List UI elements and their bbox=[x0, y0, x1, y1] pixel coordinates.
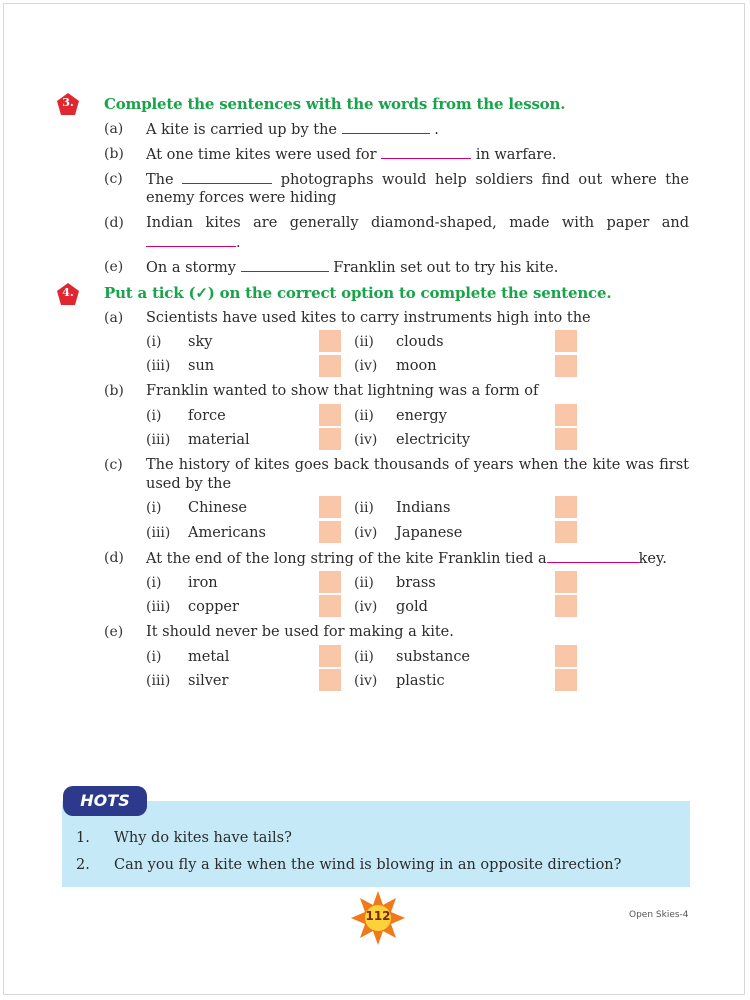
q4-item-e-question: It should never be used for making a kite. bbox=[146, 624, 454, 640]
q3-item-c-line1 bbox=[146, 171, 689, 188]
q4-item-b-label: (b) bbox=[104, 383, 124, 399]
q4-c-opt4-text: Japanese bbox=[396, 525, 463, 541]
question-3-number: 3. bbox=[62, 96, 74, 109]
q3-item-c-text: The bbox=[146, 172, 174, 188]
q4-b-opt2-checkbox[interactable] bbox=[555, 404, 577, 426]
q4-item-d-label: (d) bbox=[104, 550, 124, 566]
q4-b-opt1-num: (i) bbox=[146, 408, 162, 424]
q4-b-opt2-num: (ii) bbox=[354, 408, 374, 424]
q4-c-opt4-num: (iv) bbox=[354, 525, 378, 541]
q4-a-opt4-checkbox[interactable] bbox=[555, 355, 577, 377]
q4-d-opt2-text: brass bbox=[396, 575, 436, 591]
q4-a-opt1-num: (i) bbox=[146, 334, 162, 350]
q4-a-opt2-num: (ii) bbox=[354, 334, 374, 350]
q4-d-opt3-num: (iii) bbox=[146, 599, 171, 615]
q4-d-opt1-num: (i) bbox=[146, 575, 162, 591]
q3-item-c-line2: enemy forces were hiding bbox=[146, 190, 337, 206]
hots-label: HOTS bbox=[63, 786, 147, 816]
q4-e-opt2-num: (ii) bbox=[354, 649, 374, 665]
q4-d-opt4-text: gold bbox=[396, 599, 428, 615]
q3-item-b-end: in warfare. bbox=[475, 147, 557, 163]
q4-item-e-label: (e) bbox=[104, 624, 124, 640]
q3-item-e-blank[interactable] bbox=[241, 259, 329, 272]
q4-b-opt3-num: (iii) bbox=[146, 432, 171, 448]
question-3-badge bbox=[56, 92, 80, 116]
q4-a-opt1-checkbox[interactable] bbox=[319, 330, 341, 352]
q3-item-c-blank[interactable] bbox=[182, 171, 272, 184]
q4-item-a-question: Scientists have used kites to carry instruments high into the bbox=[146, 310, 591, 326]
q3-item-a bbox=[146, 121, 439, 138]
q4-e-opt2-checkbox[interactable] bbox=[555, 645, 577, 667]
q3-item-b bbox=[146, 146, 557, 163]
q3-item-e-label: (e) bbox=[104, 259, 124, 275]
q3-item-d-end: . bbox=[236, 235, 241, 251]
q4-item-d-text: At the end of the long string of the kite Franklin tied a bbox=[146, 551, 547, 567]
q4-d-opt1-checkbox[interactable] bbox=[319, 571, 341, 593]
q3-item-d-label: (d) bbox=[104, 215, 124, 231]
q4-b-opt3-text: material bbox=[188, 432, 250, 448]
hots-q2-text: Can you fly a kite when the wind is blowing in an opposite direction? bbox=[114, 857, 622, 873]
question-4-badge bbox=[56, 282, 80, 306]
hots-q1-num: 1. bbox=[76, 830, 90, 846]
q4-a-opt4-text: moon bbox=[396, 358, 437, 374]
q4-item-c-question-line2: used by the bbox=[146, 476, 232, 492]
q4-c-opt1-text: Chinese bbox=[188, 500, 248, 516]
question-4-number: 4. bbox=[62, 286, 74, 299]
q4-b-opt4-num: (iv) bbox=[354, 432, 378, 448]
q4-b-opt1-checkbox[interactable] bbox=[319, 404, 341, 426]
q3-item-d-blank[interactable] bbox=[146, 234, 236, 247]
page-number: 112 bbox=[365, 909, 391, 923]
hots-q2-num: 2. bbox=[76, 857, 90, 873]
q3-item-d-line2 bbox=[146, 234, 241, 251]
q4-d-opt4-checkbox[interactable] bbox=[555, 595, 577, 617]
q4-item-c-label: (c) bbox=[104, 457, 123, 473]
q4-a-opt4-num: (iv) bbox=[354, 358, 378, 374]
q3-item-a-text: A kite is carried up by the bbox=[146, 122, 338, 138]
q4-b-opt2-text: energy bbox=[396, 408, 447, 424]
q4-e-opt3-checkbox[interactable] bbox=[319, 669, 341, 691]
q3-item-b-text: At one time kites were used for bbox=[146, 147, 377, 163]
q4-item-c-question: The history of kites goes back thousands of years when the kite was first bbox=[146, 457, 689, 473]
q4-e-opt1-text: metal bbox=[188, 649, 230, 665]
q4-e-opt4-num: (iv) bbox=[354, 673, 378, 689]
q3-item-e bbox=[146, 259, 558, 276]
q4-e-opt4-checkbox[interactable] bbox=[555, 669, 577, 691]
q3-item-b-blank[interactable] bbox=[381, 146, 471, 159]
q4-d-opt2-checkbox[interactable] bbox=[555, 571, 577, 593]
q4-c-opt3-checkbox[interactable] bbox=[319, 521, 341, 543]
q3-item-c-rest: photographs would help soldiers find out where the bbox=[280, 172, 690, 188]
q4-a-opt1-text: sky bbox=[188, 334, 213, 350]
q4-e-opt4-text: plastic bbox=[396, 673, 445, 689]
q3-item-e-text: On a stormy bbox=[146, 260, 236, 276]
q3-item-b-label: (b) bbox=[104, 146, 124, 162]
q4-d-opt4-num: (iv) bbox=[354, 599, 378, 615]
q4-c-opt1-num: (i) bbox=[146, 500, 162, 516]
q3-item-a-end: . bbox=[434, 122, 439, 138]
q4-b-opt4-text: electricity bbox=[396, 432, 471, 448]
q4-b-opt3-checkbox[interactable] bbox=[319, 428, 341, 450]
q4-a-opt3-num: (iii) bbox=[146, 358, 171, 374]
q3-item-d-line1: Indian kites are generally diamond-shaped, made with paper and bbox=[146, 215, 689, 231]
q4-item-d-question bbox=[146, 550, 667, 567]
q4-item-d-blank[interactable] bbox=[547, 550, 639, 563]
q4-a-opt3-checkbox[interactable] bbox=[319, 355, 341, 377]
q4-d-opt2-num: (ii) bbox=[354, 575, 374, 591]
q4-b-opt4-checkbox[interactable] bbox=[555, 428, 577, 450]
q4-d-opt3-checkbox[interactable] bbox=[319, 595, 341, 617]
q4-c-opt3-num: (iii) bbox=[146, 525, 171, 541]
q4-c-opt3-text: Americans bbox=[188, 525, 266, 541]
q4-e-opt1-checkbox[interactable] bbox=[319, 645, 341, 667]
q3-item-a-label: (a) bbox=[104, 121, 124, 137]
q4-c-opt2-text: Indians bbox=[396, 500, 451, 516]
question-3-title: Complete the sentences with the words from the lesson. bbox=[104, 95, 566, 113]
question-4-title: Put a tick (✓) on the correct option to complete the sentence. bbox=[104, 284, 612, 302]
q4-d-opt3-text: copper bbox=[188, 599, 239, 615]
q4-e-opt2-text: substance bbox=[396, 649, 471, 665]
q3-item-c-label: (c) bbox=[104, 171, 123, 187]
hots-q1-text: Why do kites have tails? bbox=[114, 830, 292, 846]
q4-a-opt3-text: sun bbox=[188, 358, 215, 374]
q4-e-opt3-text: silver bbox=[188, 673, 229, 689]
q4-e-opt3-num: (iii) bbox=[146, 673, 171, 689]
q3-item-a-blank[interactable] bbox=[342, 121, 430, 134]
q4-item-a-label: (a) bbox=[104, 310, 124, 326]
q4-a-opt2-checkbox[interactable] bbox=[555, 330, 577, 352]
q4-item-d-end: key. bbox=[638, 551, 667, 567]
q4-c-opt4-checkbox[interactable] bbox=[555, 521, 577, 543]
q4-a-opt2-text: clouds bbox=[396, 334, 444, 350]
footer-book-title: Open Skies-4 bbox=[629, 910, 689, 920]
q4-d-opt1-text: iron bbox=[188, 575, 218, 591]
q4-c-opt1-checkbox[interactable] bbox=[319, 496, 341, 518]
q4-c-opt2-num: (ii) bbox=[354, 500, 374, 516]
q3-item-e-rest: Franklin set out to try his kite. bbox=[333, 260, 559, 276]
q4-e-opt1-num: (i) bbox=[146, 649, 162, 665]
page-number-badge bbox=[350, 890, 406, 946]
q4-c-opt2-checkbox[interactable] bbox=[555, 496, 577, 518]
q4-b-opt1-text: force bbox=[188, 408, 226, 424]
q4-item-b-question: Franklin wanted to show that lightning was a form of bbox=[146, 383, 539, 399]
